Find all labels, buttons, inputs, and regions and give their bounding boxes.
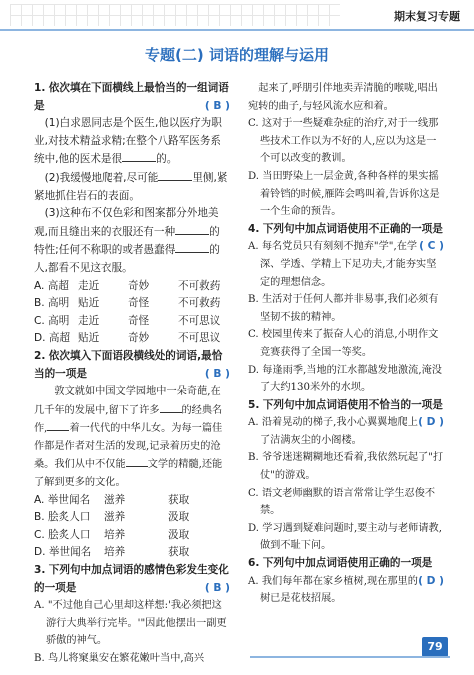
header-grid-decoration xyxy=(10,4,340,26)
text: (1)白求恩同志是个医生,他以医疗为职业,对技术精益求精;在整个八路军医务系统中,他的医术是很 xyxy=(34,117,222,166)
text: D. 每逢雨季,当地的江水都越发地激流,淹没了大约130米外的水坝。 xyxy=(248,364,442,394)
page-number: 79 xyxy=(422,637,448,657)
text: D. 学习遇到疑难问题时,要主动与老师请教,做到不耻下问。 xyxy=(248,522,442,552)
text: 的经典名作, xyxy=(34,404,223,435)
text: 下列句中加点词语使用正确的一项是 xyxy=(262,557,433,570)
text: B. 脍炙人口 xyxy=(34,511,91,524)
text: D. 举世闻名 xyxy=(34,546,92,559)
text: A. 高超 xyxy=(34,279,69,292)
page-header xyxy=(0,0,474,30)
text: 下列句中加点词语的感情色彩发生变化的一项是 xyxy=(34,564,229,594)
answer-blank xyxy=(47,419,69,431)
text: 奇怪 xyxy=(128,297,150,310)
question-3 xyxy=(34,562,230,668)
text: 不可救药 xyxy=(178,297,221,310)
answer-blank xyxy=(175,223,209,235)
text: A. "不过他自己心里却这样想:'我必须把这游行大典举行完毕。'"因此他摆出一副更骄傲的神气。 xyxy=(34,600,227,647)
text: 2. xyxy=(34,349,46,362)
text: (3)这种布不仅色彩和图案都分外地美观,而且缝出来的衣服还有一种 xyxy=(34,207,219,238)
text: 1. xyxy=(34,82,46,94)
text: A. 每名党员只有刻刻不抛弃"学",在学深、学透、学精上下足功夫,才能夯实坚定的理想信念。 xyxy=(248,241,437,288)
text: 敦文就如中国文学园地中一朵奇葩,在几千年的发展中,留下了许多 xyxy=(34,386,221,416)
text: C. 校园里传来了振奋人心的消息,小明作文竞赛获得了全国一等奖。 xyxy=(248,329,439,358)
text: 贴近 xyxy=(78,297,100,310)
answer-blank xyxy=(175,241,209,253)
text: A. 我们每年都在家乡植树,现在那里的树已是花枝招展。 xyxy=(248,575,418,605)
text: 汲取 xyxy=(168,511,190,524)
text: 3. xyxy=(34,564,46,577)
text: B. 高明 xyxy=(34,297,70,310)
answer-blank xyxy=(160,401,182,413)
question-4 xyxy=(248,221,444,397)
text: 起来了,呼朋引伴地卖弄清脆的喉咙,唱出宛转的曲子,与轻风流水应和着。 xyxy=(248,83,438,112)
answer-5: ( D ) xyxy=(418,416,444,429)
text: 走近 xyxy=(78,279,100,292)
question-5 xyxy=(248,397,444,555)
text: A. 沿着晃动的梯子,我小心翼翼地爬上了洁满灰尘的小阁楼。 xyxy=(248,417,418,446)
text: 滋养 xyxy=(104,511,126,524)
text: 着一代代的中华儿女。为每一篇佳作都是作者对生活的发现,记录着历史的沧桑。我们从中不仅能 xyxy=(34,423,223,471)
text: 奇怪 xyxy=(128,314,150,327)
footer-rule xyxy=(250,656,450,658)
text: 贴近 xyxy=(78,332,100,345)
right-column xyxy=(248,80,444,608)
question-6 xyxy=(248,555,444,608)
text: 的。 xyxy=(156,153,178,166)
text: C. 高明 xyxy=(34,314,70,327)
text: D. 高超 xyxy=(34,332,71,345)
answer-6: ( D ) xyxy=(418,574,444,587)
text: 4. xyxy=(248,222,260,235)
text: 的特性;任何不称职的或者愚蠢得 xyxy=(34,225,220,257)
left-column xyxy=(34,80,230,668)
text: 奇妙 xyxy=(128,332,150,345)
text: 奇妙 xyxy=(128,279,150,292)
text: 依次填入下面语段横线处的词语,最恰当的一项是 xyxy=(34,349,223,380)
text: 依次填在下面横线上最恰当的一组词语是 xyxy=(34,82,229,112)
text: 6. xyxy=(248,557,260,570)
text: C. 这对于一些疑难杂症的治疗,对于一线那些技术工作以为不好的人,应以为这是一个可以改变的教训。 xyxy=(248,118,439,165)
header-tag: 期末复习专题 xyxy=(394,10,460,23)
text: 汲取 xyxy=(168,528,190,541)
options-1 xyxy=(34,278,230,348)
question-1 xyxy=(34,80,230,348)
text: 获取 xyxy=(168,493,190,506)
text: 培养 xyxy=(104,528,126,541)
answer-2: ( B ) xyxy=(204,367,230,380)
text: 5. xyxy=(248,398,260,411)
text: 培养 xyxy=(104,546,126,559)
text: B. 爷爷迷迷糊糊地还看着,我依然玩起了"打仗"的游戏。 xyxy=(248,452,444,482)
text: 不可思议 xyxy=(178,332,221,345)
text: A. 举世闻名 xyxy=(34,493,91,506)
answer-blank xyxy=(122,150,156,162)
text: B. 生活对于任何人都并非易事,我们必须有坚韧不拔的精神。 xyxy=(248,294,439,323)
text: 文学的精髓,还能了解到更多的文化。 xyxy=(34,459,223,489)
header-rule xyxy=(0,29,474,31)
text: (2)我缓慢地爬着,尽可能 xyxy=(44,171,159,184)
answer-4: ( C ) xyxy=(419,240,444,253)
text: 获取 xyxy=(168,546,190,559)
answer-3: ( B ) xyxy=(204,581,230,594)
text: 滋养 xyxy=(104,493,126,506)
question-2 xyxy=(34,348,230,562)
text: C. 脍炙人口 xyxy=(34,528,91,541)
text: D. 当田野染上一层金黄,各种各样的果实摇着铃铛的时候,雁阵会鸣叫着,告诉你这是一个生命的预告。 xyxy=(248,170,440,218)
options-2 xyxy=(34,492,230,562)
answer-blank xyxy=(126,455,148,467)
text: B. 鸟儿将窠巢安在繁花嫩叶当中,高兴 xyxy=(34,653,205,664)
text: 走近 xyxy=(78,314,100,327)
text: 里侧,紧紧地抓住岩石的表面。 xyxy=(34,171,228,202)
text: 不可思议 xyxy=(178,314,221,327)
text: 下列句中加点词语使用不正确的一项是 xyxy=(262,222,443,235)
text: 不可救药 xyxy=(178,279,221,292)
text: 的人,都看不见这衣服。 xyxy=(34,244,220,274)
answer-1: ( B ) xyxy=(204,99,230,112)
text: C. 语文老师幽默的语言常常让学生忍俊不禁。 xyxy=(248,487,436,517)
answer-blank xyxy=(158,169,192,181)
page-title: 专题(二) 词语的理解与运用 xyxy=(145,46,329,64)
text: 下列句中加点词语使用不恰当的一项是 xyxy=(262,398,443,411)
